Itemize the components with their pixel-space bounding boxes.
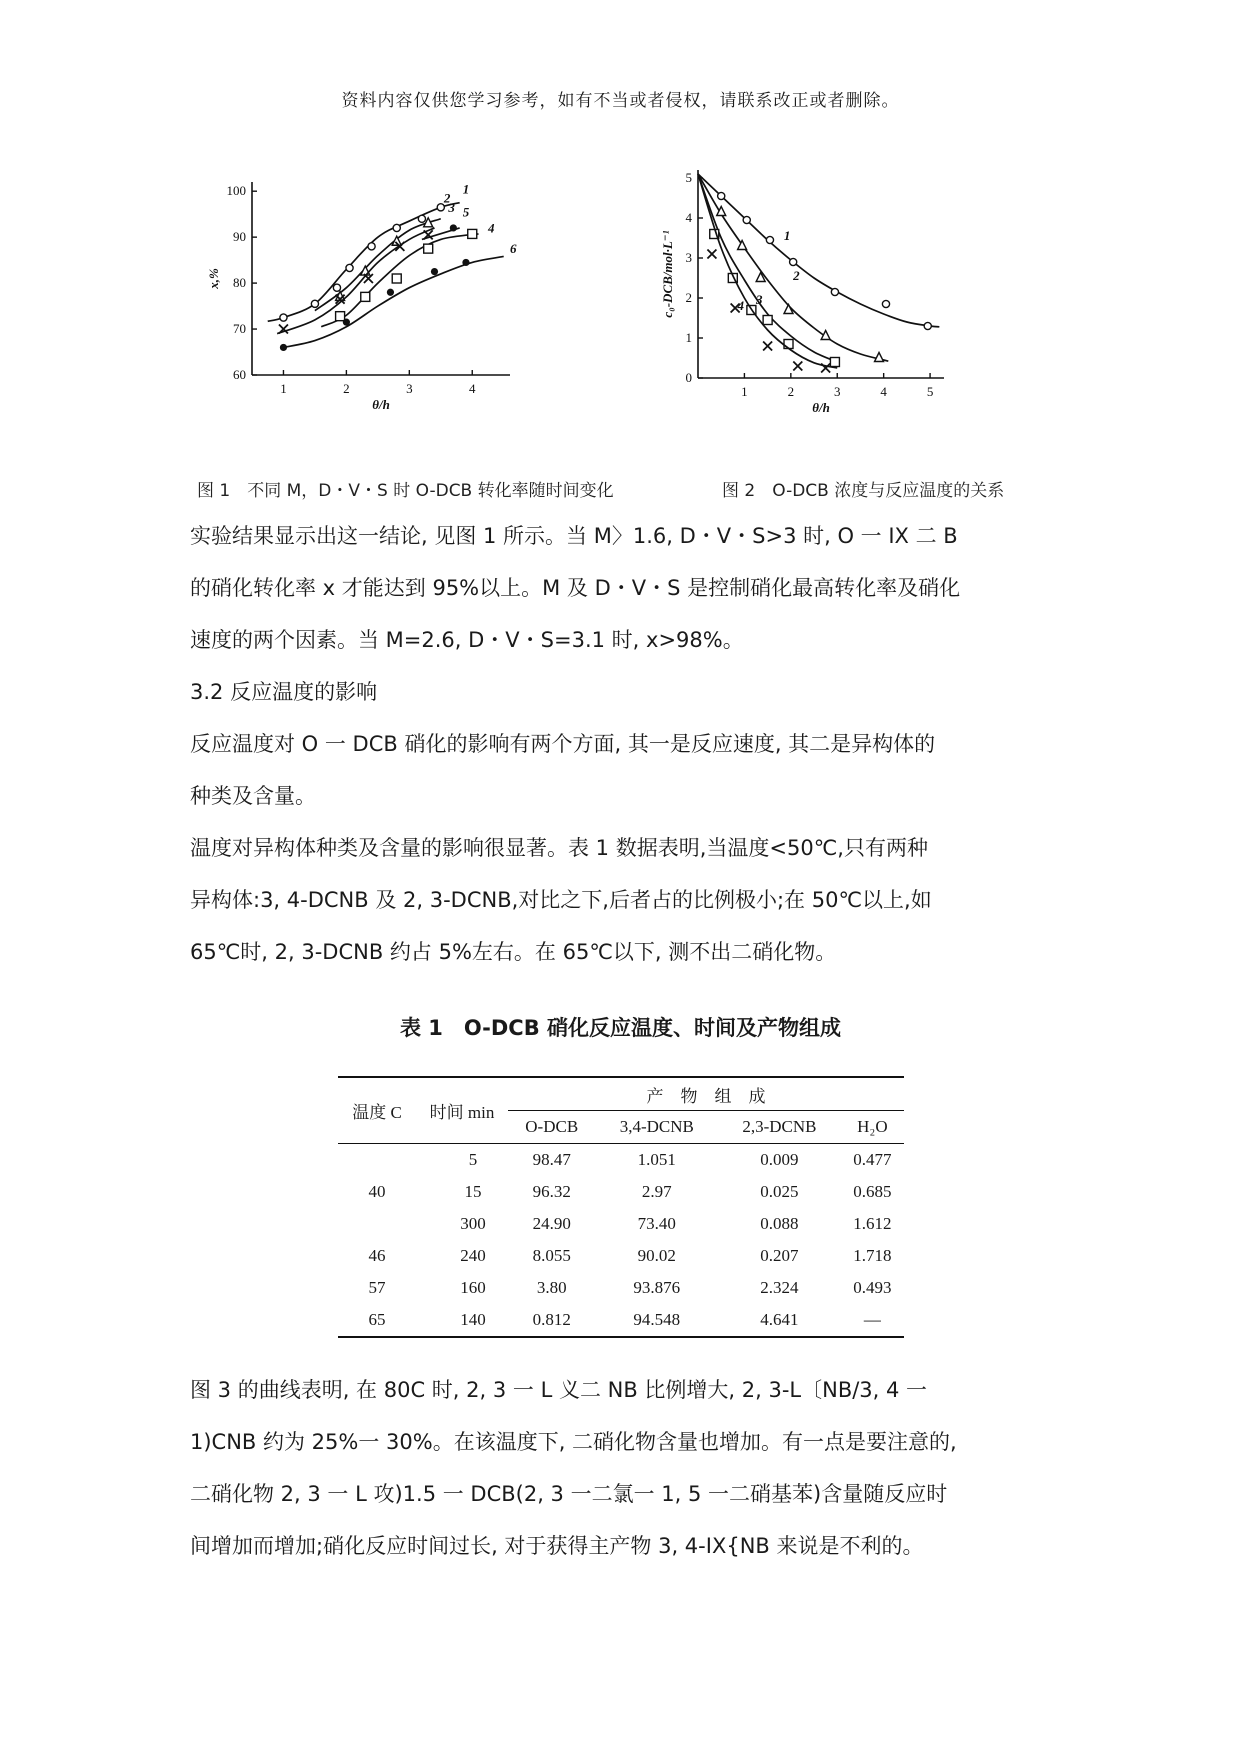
- header-temp: 温度 C: [352, 1103, 402, 1122]
- y-tick-label: 100: [226, 183, 246, 199]
- data-point: [361, 292, 370, 301]
- y-tick-label: 80: [233, 275, 246, 291]
- figure-1-caption: 图 1 不同 M，D・V・S 时 O-DCB 转化率随时间变化: [197, 481, 614, 501]
- cell-value: 96.32: [532, 1182, 571, 1201]
- data-point: [418, 215, 425, 222]
- series-label-3: 3: [756, 292, 763, 307]
- header-col-34dcnb: 3,4-DCNB: [595, 1111, 718, 1144]
- table-row: [338, 1304, 904, 1337]
- series-line-1: [698, 174, 939, 327]
- header-time: 时间 min: [429, 1103, 495, 1122]
- cell-value: 0.088: [760, 1214, 799, 1233]
- cell-value: 93.876: [633, 1278, 681, 1297]
- paragraph-line: 异构体:3, 4-DCNB 及 2, 3-DCNB,对比之下,后者占的比例极小;在 50℃以上,如: [190, 888, 932, 912]
- cell-value: 8.055: [532, 1246, 571, 1265]
- data-point: [424, 244, 433, 253]
- cell-time: 140: [460, 1310, 486, 1329]
- data-point: [718, 192, 725, 199]
- page-header: 资料内容仅供您学习参考，如有不当或者侵权，请联系改正或者删除。: [341, 91, 900, 111]
- cell-value: 0.812: [532, 1310, 571, 1329]
- cell-value: 0.493: [853, 1278, 892, 1297]
- series-label-2: 2: [443, 190, 451, 206]
- figure-1: [190, 160, 570, 474]
- y-tick-label: 60: [233, 367, 246, 382]
- cell-value: —: [863, 1310, 881, 1329]
- cell-value: 2.97: [641, 1182, 672, 1201]
- x-tick-label: 2: [787, 384, 795, 399]
- x-tick-label: 4: [468, 381, 476, 396]
- data-point: [784, 340, 793, 349]
- x-axis-label: θ/h: [372, 397, 390, 412]
- data-point: [431, 268, 438, 275]
- cell-temp: 65: [368, 1310, 386, 1329]
- cell-temp: 40: [368, 1182, 386, 1201]
- cell-temp: [338, 1208, 416, 1240]
- y-tick-label: 2: [685, 290, 692, 305]
- cell-value: 98.47: [532, 1150, 571, 1169]
- figure-2-caption: 图 2 O-DCB 浓度与反应温度的关系: [722, 481, 1005, 501]
- series-label-4: 4: [487, 220, 495, 236]
- data-point: [793, 362, 802, 371]
- paragraph-line: 反应温度对 O 一 DCB 硝化的影响有两个方面, 其一是反应速度, 其二是异构体的: [190, 732, 936, 756]
- series-line-3: [277, 228, 434, 334]
- x-axis-label: θ/h: [812, 400, 830, 415]
- cell-temp: [338, 1144, 416, 1177]
- paragraph-line: 二硝化物 2, 3 一 L 攻)1.5 一 DCB(2, 3 一二氯一 1, 5 一二硝基苯)含量随反应时: [190, 1482, 948, 1506]
- y-tick-label: 4: [685, 210, 692, 225]
- data-point: [790, 258, 797, 265]
- cell-time: 240: [460, 1246, 486, 1265]
- data-point: [738, 241, 747, 250]
- data-point: [333, 284, 340, 291]
- data-point: [924, 322, 931, 329]
- series-label-5: 5: [462, 204, 470, 220]
- header-product-group: 产 物 组 成: [646, 1086, 766, 1106]
- data-point: [468, 229, 477, 238]
- cell-value: 4.641: [760, 1310, 799, 1329]
- x-tick-label: 1: [741, 384, 748, 399]
- paragraph-line: 的硝化转化率 x 才能达到 95%以上。M 及 D・V・S 是控制硝化最高转化率及硝化: [190, 576, 961, 600]
- data-point: [821, 364, 830, 373]
- y-tick-label: 3: [685, 250, 692, 265]
- cell-time: 15: [464, 1182, 482, 1201]
- cell-time: 5: [468, 1150, 478, 1169]
- cell-temp: 46: [368, 1246, 386, 1265]
- paragraph-line: 间增加而增加;硝化反应时间过长, 对于获得主产物 3, 4-IX{NB 来说是不利的。: [190, 1534, 924, 1558]
- series-line-1: [268, 203, 460, 322]
- data-point: [311, 300, 318, 307]
- section-heading: 3.2 反应温度的影响: [190, 680, 378, 704]
- x-tick-label: 3: [833, 384, 841, 399]
- data-point: [392, 274, 401, 283]
- y-tick-label: 5: [685, 170, 692, 185]
- data-point: [882, 300, 889, 307]
- cell-time: 300: [460, 1214, 486, 1233]
- table-row: [338, 1272, 904, 1304]
- cell-value: 2.324: [760, 1278, 799, 1297]
- series-label-6: 6: [510, 241, 517, 257]
- x-tick-label: 1: [280, 381, 287, 396]
- data-point: [387, 289, 394, 296]
- data-point: [831, 288, 838, 295]
- cell-value: 0.477: [853, 1150, 892, 1169]
- cell-time: 160: [460, 1278, 486, 1297]
- data-point: [280, 344, 287, 351]
- x-tick-label: 2: [343, 381, 350, 396]
- data-point: [280, 314, 287, 321]
- data-table: [338, 1076, 904, 1338]
- table-row: [338, 1176, 904, 1208]
- cell-temp: 57: [368, 1278, 386, 1297]
- table-title: 表 1 O-DCB 硝化反应温度、时间及产物组成: [399, 1016, 842, 1040]
- figure-2-chart: [650, 160, 1070, 470]
- paragraph-line: 65℃时, 2, 3-DCNB 约占 5%左右。在 65℃以下, 测不出二硝化物。: [190, 940, 837, 964]
- paragraph-line: 1)CNB 约为 25%一 30%。在该温度下, 二硝化物含量也增加。有一点是要注意的,: [190, 1430, 957, 1454]
- series-line-4: [698, 174, 837, 368]
- data-point: [336, 312, 345, 321]
- series-label-2: 2: [793, 268, 800, 283]
- y-tick-label: 90: [233, 229, 246, 245]
- x-tick-label: 5: [926, 384, 934, 399]
- x-tick-label: 4: [880, 384, 887, 399]
- x-tick-label: 3: [406, 381, 413, 396]
- cell-value: 0.025: [760, 1182, 799, 1201]
- cell-value: 24.90: [532, 1214, 571, 1233]
- data-point: [875, 353, 884, 362]
- y-tick-label: 70: [233, 321, 246, 337]
- cell-value: 1.612: [853, 1214, 892, 1233]
- header-col-23dcnb: 2,3-DCNB: [718, 1111, 841, 1144]
- cell-value: 73.40: [637, 1214, 676, 1233]
- figure-1-chart: [190, 160, 570, 470]
- paragraph-line: 温度对异构体种类及含量的影响很显著。表 1 数据表明,当温度<50℃,只有两种: [190, 836, 928, 860]
- cell-value: 0.207: [760, 1246, 799, 1265]
- series-label-1: 1: [783, 228, 791, 243]
- cell-value: 1.051: [637, 1150, 676, 1169]
- cell-value: 94.548: [633, 1310, 681, 1329]
- paragraph-line: 图 3 的曲线表明, 在 80C 时, 2, 3 一 L 义二 NB 比例增大, 2, 3-L〔NB/3, 4 一: [190, 1378, 928, 1402]
- data-point: [450, 224, 457, 231]
- header-col-h2o: H₂O: [841, 1111, 904, 1144]
- data-point: [343, 319, 350, 326]
- data-point: [346, 264, 353, 271]
- y-axis-label: x,%: [206, 268, 221, 289]
- paragraph-line: 速度的两个因素。当 M=2.6, D・V・S=3.1 时, x>98%。: [190, 628, 744, 652]
- data-point: [393, 224, 400, 231]
- series-line-3: [698, 174, 837, 362]
- table-row: [338, 1144, 904, 1177]
- cell-value: 0.009: [760, 1150, 799, 1169]
- data-point: [743, 216, 750, 223]
- table-row: [338, 1240, 904, 1272]
- header-col-odcb: O-DCB: [508, 1111, 595, 1144]
- table-row: [338, 1208, 904, 1240]
- y-tick-label: 1: [685, 330, 692, 345]
- data-point: [763, 316, 772, 325]
- data-point: [368, 243, 375, 250]
- cell-value: 3.80: [536, 1278, 567, 1297]
- data-point: [462, 259, 469, 266]
- cell-value: 0.685: [853, 1182, 892, 1201]
- data-point: [766, 236, 773, 243]
- y-tick-label: 0: [685, 370, 692, 385]
- cell-value: 90.02: [637, 1246, 676, 1265]
- figure-2: [650, 160, 1070, 474]
- paragraph-line: 种类及含量。: [190, 784, 316, 808]
- series-label-3: 3: [448, 199, 455, 215]
- y-axis-label: c₀-DCB/mol·L⁻¹: [660, 230, 675, 318]
- cell-value: 1.718: [853, 1246, 892, 1265]
- data-point: [707, 250, 716, 259]
- data-point: [830, 358, 839, 367]
- data-point: [763, 342, 772, 351]
- paragraph-line: 实验结果显示出这一结论, 见图 1 所示。当 M〉1.6, D・V・S>3 时, O 一 IX 二 B: [190, 524, 958, 548]
- series-label-1: 1: [462, 181, 470, 197]
- series-label-4: 4: [737, 298, 744, 313]
